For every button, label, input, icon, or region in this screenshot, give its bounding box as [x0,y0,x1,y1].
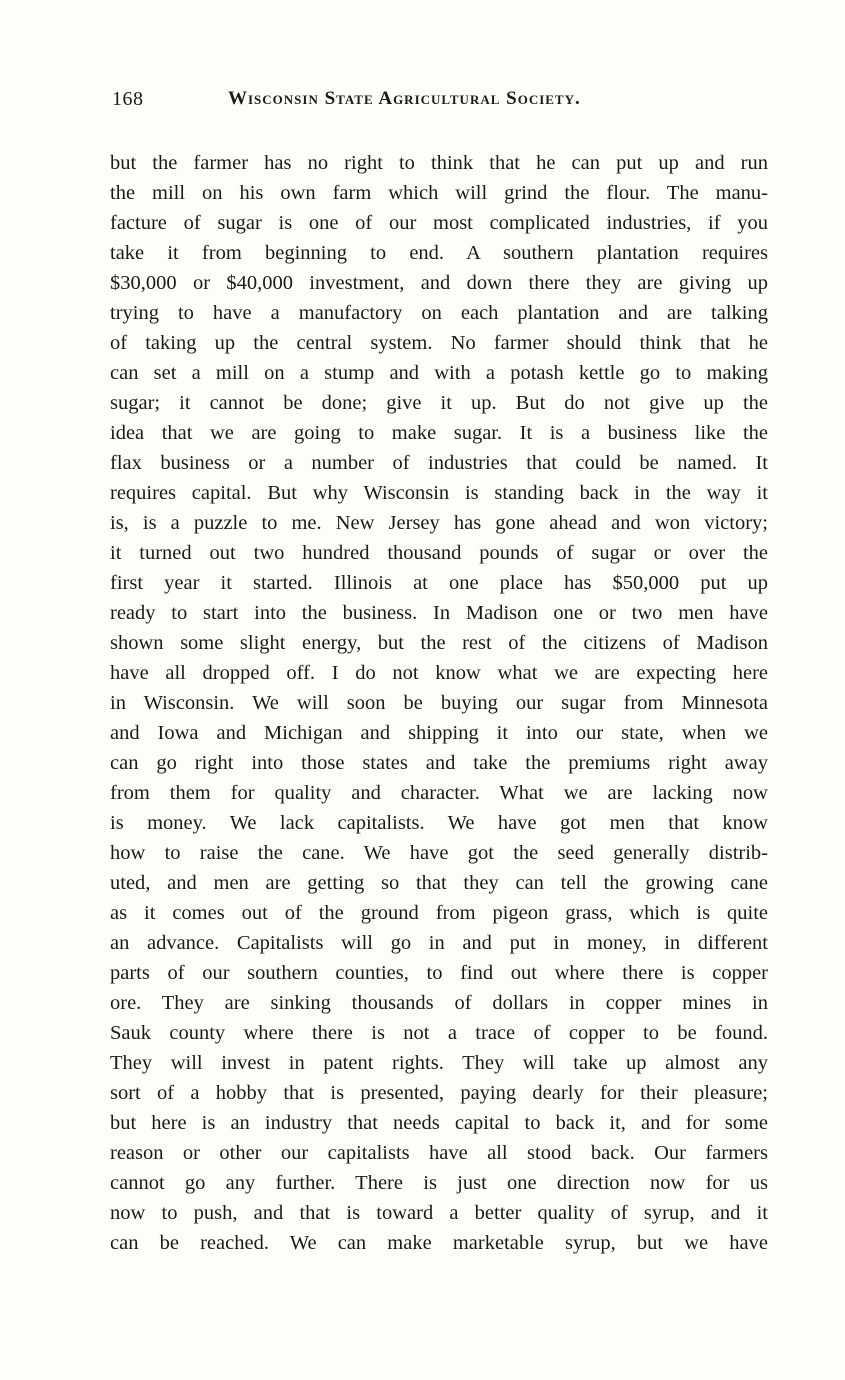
page-number: 168 [112,88,144,110]
text-line: sugar; it cannot be done; give it up. But do not give up the [110,392,768,414]
text-line: is, is a puzzle to me. New Jersey has gone ahead and won victory; [110,512,768,534]
text-line: ore. They are sinking thousands of dollars in copper mines in [110,992,768,1014]
body-text [110,148,768,1258]
text-line: facture of sugar is one of our most complicated industries, if you [110,212,768,234]
text-line: but the farmer has no right to think that he can put up and run [110,152,768,174]
text-line: an advance. Capitalists will go in and put in money, in different [110,932,768,954]
text-line: the mill on his own farm which will grind the flour. The manu- [110,182,768,204]
text-line: can be reached. We can make marketable syrup, but we have [110,1232,768,1254]
text-line: of taking up the central system. No farmer should think that he [110,332,768,354]
text-line: ready to start into the business. In Madison one or two men have [110,602,768,624]
text-line: requires capital. But why Wisconsin is standing back in the way it [110,482,768,504]
text-line: take it from beginning to end. A southern plantation requires [110,242,768,264]
text-line: have all dropped off. I do not know what we are expecting here [110,662,768,684]
text-line: shown some slight energy, but the rest of the citizens of Madison [110,632,768,654]
text-line: uted, and men are getting so that they can tell the growing cane [110,872,768,894]
text-line: from them for quality and character. What we are lacking now [110,782,768,804]
text-line: can set a mill on a stump and with a potash kettle go to making [110,362,768,384]
text-line: can go right into those states and take the premiums right away [110,752,768,774]
text-line: how to raise the cane. We have got the seed generally distrib- [110,842,768,864]
text-line: but here is an industry that needs capital to back it, and for some [110,1112,768,1134]
text-line: first year it started. Illinois at one place has $50,000 put up [110,572,768,594]
text-line: cannot go any further. There is just one direction now for us [110,1172,768,1194]
text-line: now to push, and that is toward a better quality of syrup, and it [110,1202,768,1224]
text-line: $30,000 or $40,000 investment, and down there they are giving up [110,272,768,294]
text-line: sort of a hobby that is presented, paying dearly for their pleasure; [110,1082,768,1104]
text-line: idea that we are going to make sugar. It is a business like the [110,422,768,444]
text-line: in Wisconsin. We will soon be buying our sugar from Minnesota [110,692,768,714]
text-line: trying to have a manufactory on each plantation and are talking [110,302,768,324]
text-line: Sauk county where there is not a trace of copper to be found. [110,1022,768,1044]
text-line: parts of our southern counties, to find out where there is copper [110,962,768,984]
running-head [112,88,768,118]
text-line: as it comes out of the ground from pigeon grass, which is quite [110,902,768,924]
text-line: it turned out two hundred thousand pounds of sugar or over the [110,542,768,564]
text-line: and Iowa and Michigan and shipping it into our state, when we [110,722,768,744]
text-line: flax business or a number of industries that could be named. It [110,452,768,474]
text-line: is money. We lack capitalists. We have got men that know [110,812,768,834]
running-title: Wisconsin State Agricultural Society. [228,88,581,109]
text-line: reason or other our capitalists have all stood back. Our farmers [110,1142,768,1164]
text-line: They will invest in patent rights. They will take up almost any [110,1052,768,1074]
